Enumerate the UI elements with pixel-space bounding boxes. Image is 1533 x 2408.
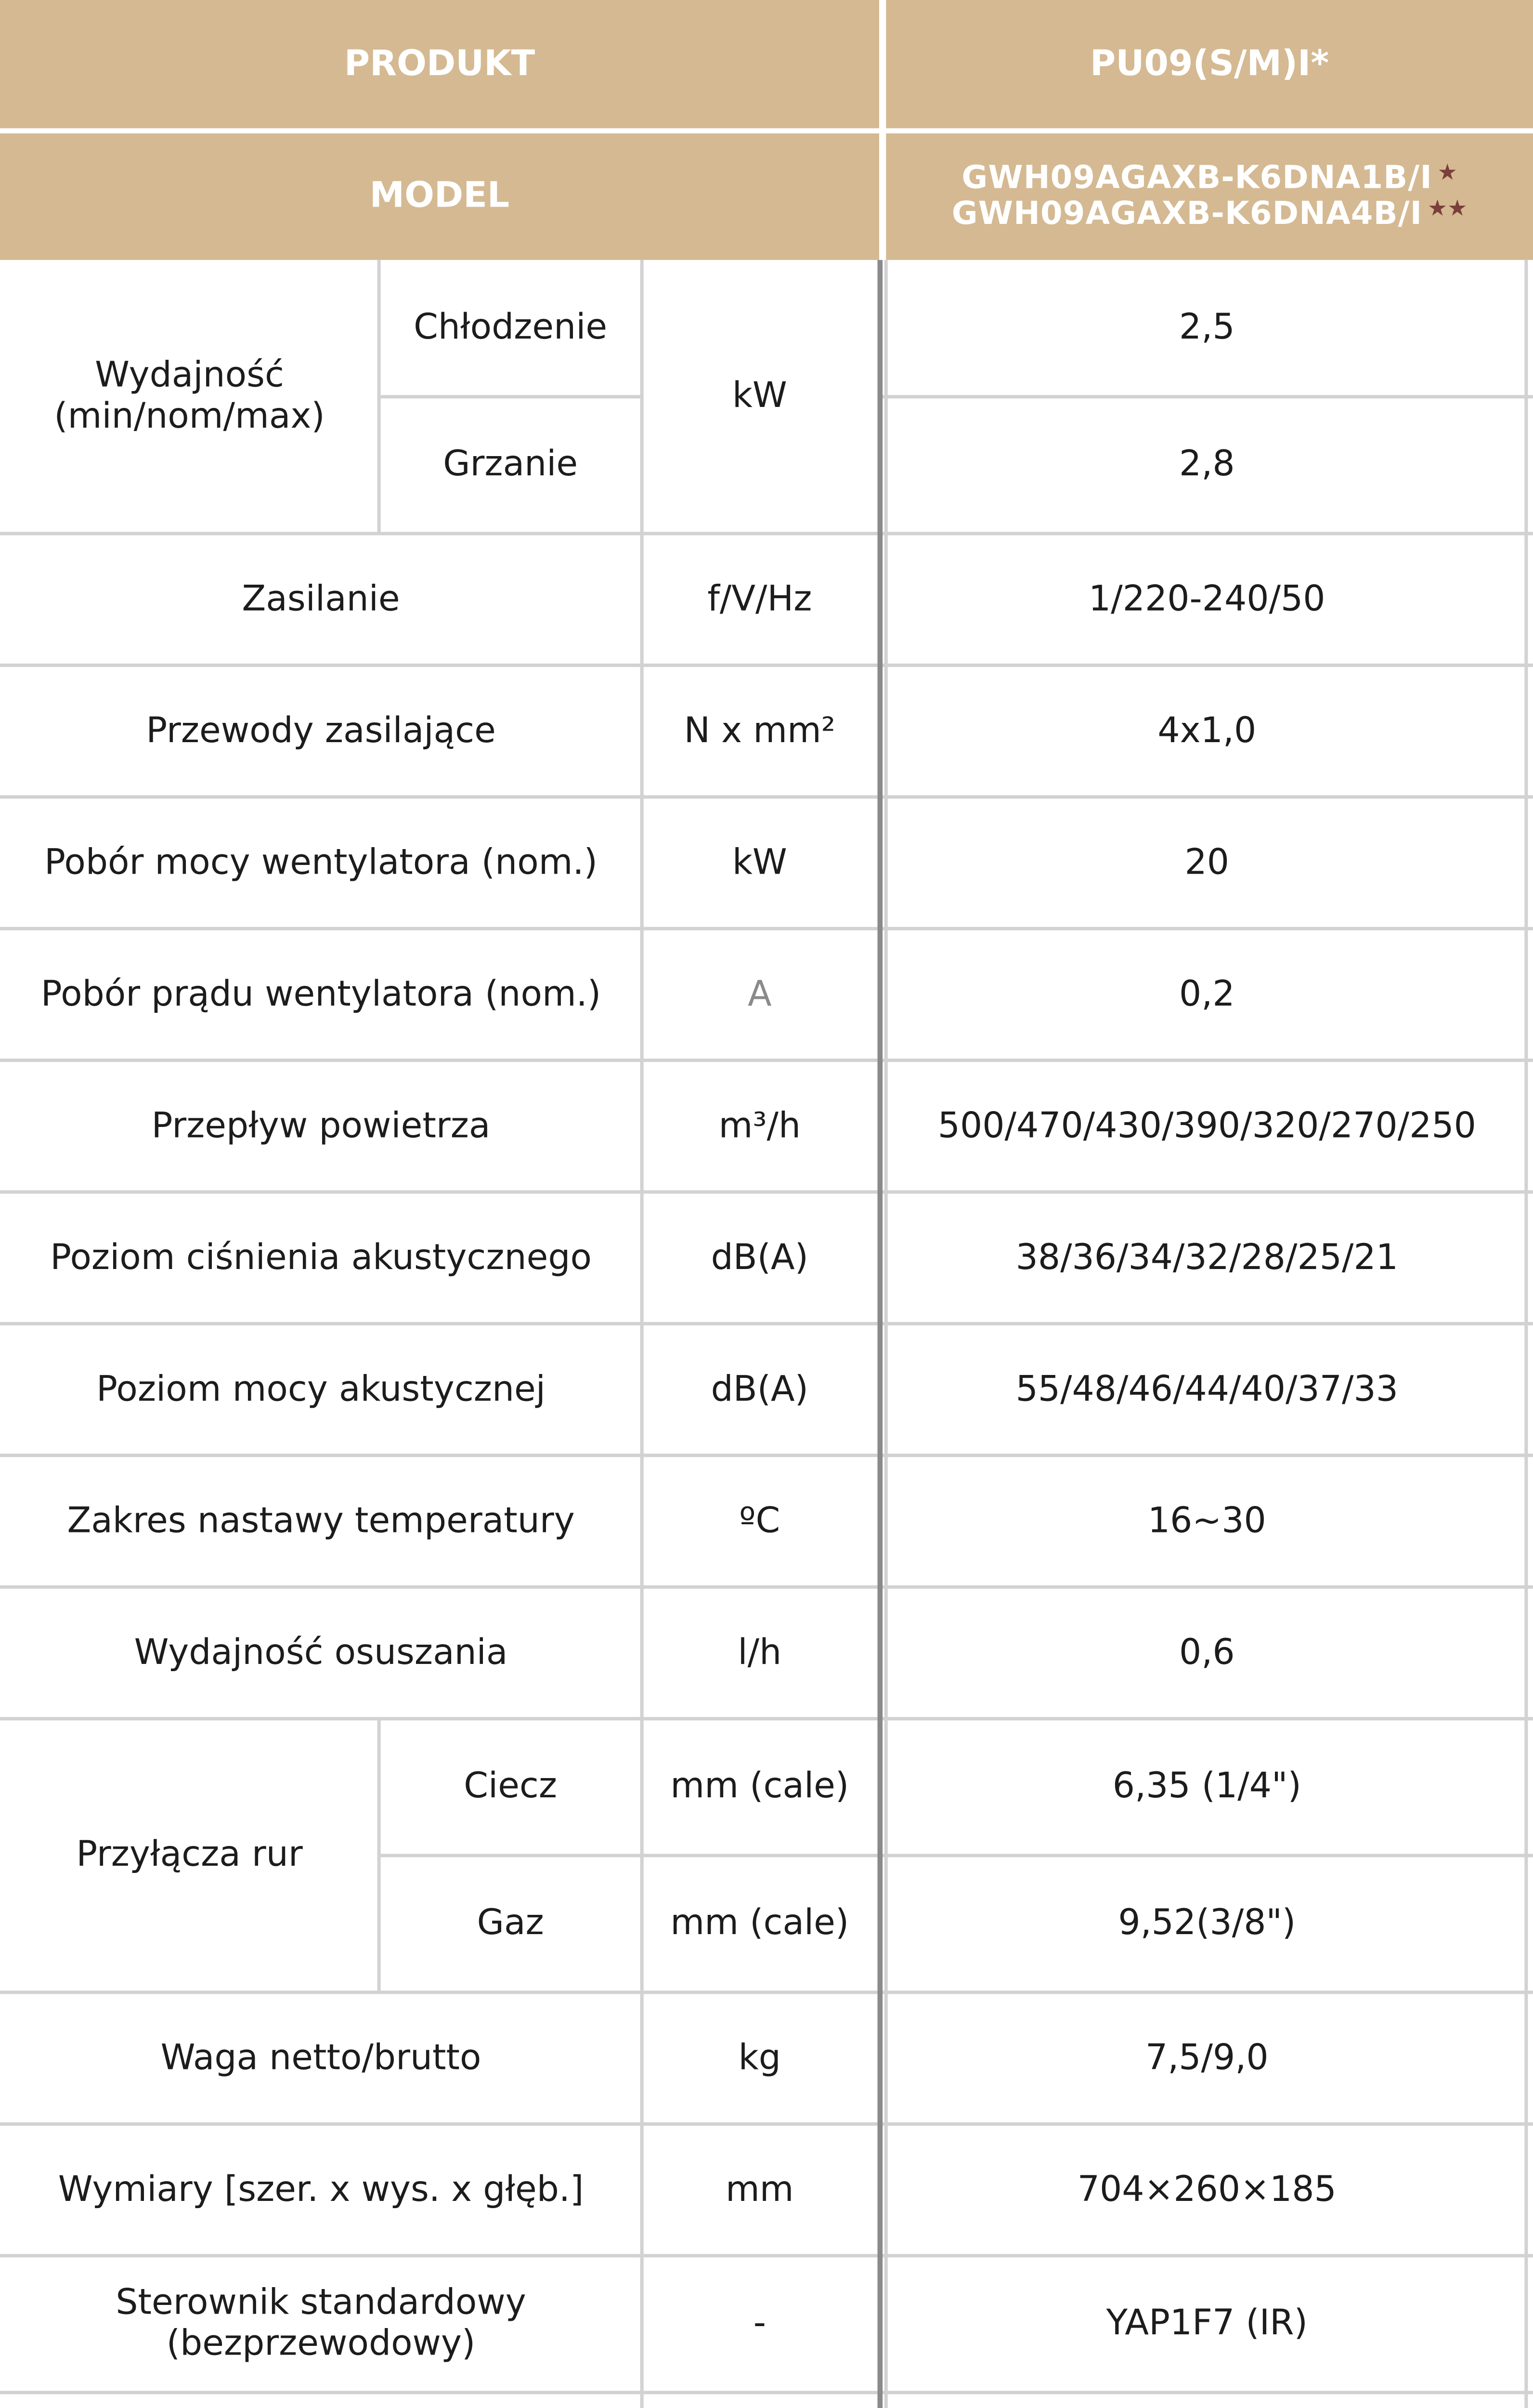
single-star-icon: ★ <box>1437 160 1457 186</box>
dehumidification-value: 0,6 <box>1179 1631 1235 1672</box>
power-supply-label: Zasilanie <box>242 577 400 619</box>
dimensions-unit: mm <box>725 2168 794 2209</box>
temp-range-unit: ºC <box>739 1499 780 1541</box>
sound-pressure-unit: dB(A) <box>711 1236 809 1277</box>
header-product-value: PU09(S/M)I* <box>886 0 1533 130</box>
liquid-value: 6,35 (1/4") <box>1112 1765 1301 1806</box>
opt-controller-unit <box>642 2393 877 2408</box>
fan-power-label: Pobór mocy wentylatora (nom.) <box>44 841 598 882</box>
weight-unit: kg <box>738 2036 781 2078</box>
row-divider <box>0 2122 1533 2126</box>
temp-range-label: Zakres nastawy temperatury <box>67 1499 575 1541</box>
fan-current-value: 0,2 <box>1179 972 1235 1014</box>
row-divider <box>879 395 1533 398</box>
sound-power-value: 55/48/46/44/40/37/33 <box>1015 1367 1398 1409</box>
airflow-label: Przepływ powietrza <box>151 1104 491 1146</box>
weight-label: Waga netto/brutto <box>160 2036 481 2078</box>
cooling-label: Chłodzenie <box>414 306 608 348</box>
sound-power-unit: dB(A) <box>711 1367 809 1409</box>
header-col-divider <box>879 0 886 260</box>
row-divider <box>0 2391 1533 2394</box>
airflow-value: 500/470/430/390/320/270/250 <box>937 1104 1476 1146</box>
fan-current-label: Pobór prądu wentylatora (nom.) <box>40 972 601 1014</box>
airflow-unit: m³/h <box>718 1104 801 1146</box>
row-divider <box>0 795 1533 798</box>
row-divider <box>0 2254 1533 2257</box>
model-line-2 <box>952 196 1468 233</box>
right-border <box>1524 260 1528 2408</box>
dehumidification-unit: l/h <box>738 1631 782 1672</box>
power-supply-unit: f/V/Hz <box>707 577 812 619</box>
row-divider <box>0 1990 1533 1994</box>
gas-value: 9,52(3/8") <box>1118 1902 1296 1943</box>
row-divider <box>0 1717 1533 1720</box>
fan-current-unit: A <box>747 972 772 1014</box>
model-code-2: GWH09AGAXB-K6DNA4B/I <box>951 196 1423 233</box>
std-controller-value: YAP1F7 (IR) <box>1106 2302 1308 2343</box>
supply-wires-value: 4x1,0 <box>1157 709 1257 750</box>
opt-controller-label <box>0 2393 642 2408</box>
header-product-label: PRODUKT <box>0 0 879 130</box>
model-code-1: GWH09AGAXB-K6DNA1B/I <box>961 160 1432 196</box>
liquid-unit: mm (cale) <box>670 1765 849 1806</box>
row-divider <box>379 1854 1533 1857</box>
dimensions-value: 704×260×185 <box>1077 2168 1337 2209</box>
row-divider <box>0 1059 1533 1062</box>
capacity-unit: kW <box>732 375 787 416</box>
row-divider <box>0 1322 1533 1325</box>
pipes-label: Przyłącza rur <box>76 1833 303 1875</box>
fan-power-value: 20 <box>1184 841 1230 882</box>
power-supply-value: 1/220-240/50 <box>1089 577 1325 619</box>
row-divider <box>0 1453 1533 1457</box>
header-divider <box>0 128 1533 133</box>
weight-value: 7,5/9,0 <box>1145 2036 1269 2078</box>
sound-pressure-label: Poziom ciśnienia akustycznego <box>50 1236 592 1277</box>
col-divider-main <box>877 260 883 2408</box>
heating-label: Grzanie <box>443 443 578 484</box>
fan-power-unit: kW <box>732 841 787 882</box>
cooling-value: 2,5 <box>1179 306 1235 348</box>
col-divider <box>884 260 888 2408</box>
supply-wires-label: Przewody zasilające <box>146 709 496 750</box>
col-divider <box>377 260 381 534</box>
model-line-1 <box>961 160 1457 197</box>
row-divider <box>0 664 1533 667</box>
sound-pressure-value: 38/36/34/32/28/25/21 <box>1015 1236 1398 1277</box>
std-controller-label: Sterownik standardowy (bezprzewodowy) <box>116 2282 526 2364</box>
heating-value: 2,8 <box>1179 443 1235 484</box>
dehumidification-label: Wydajność osuszania <box>134 1631 508 1672</box>
supply-wires-unit: N x mm² <box>684 709 836 750</box>
liquid-label: Ciecz <box>464 1765 558 1806</box>
dimensions-label: Wymiary [szer. x wys. x głęb.] <box>58 2168 584 2209</box>
header-model-label: MODEL <box>0 133 879 260</box>
gas-label: Gaz <box>477 1902 544 1943</box>
col-divider <box>377 1719 381 1992</box>
row-divider <box>0 532 1533 535</box>
capacity-label: Wydajność (min/nom/max) <box>54 354 325 436</box>
row-divider <box>0 1190 1533 1193</box>
double-star-icon: ★★ <box>1427 196 1468 222</box>
temp-range-value: 16~30 <box>1147 1499 1266 1541</box>
gas-unit: mm (cale) <box>670 1902 849 1943</box>
col-divider <box>640 260 644 2408</box>
row-divider <box>0 927 1533 930</box>
std-controller-unit: - <box>753 2302 766 2343</box>
sound-power-label: Poziom mocy akustycznej <box>96 1367 546 1409</box>
row-divider <box>0 1585 1533 1589</box>
header-model-values <box>886 133 1533 260</box>
opt-controller-value <box>886 2393 1528 2408</box>
row-divider <box>379 395 642 398</box>
